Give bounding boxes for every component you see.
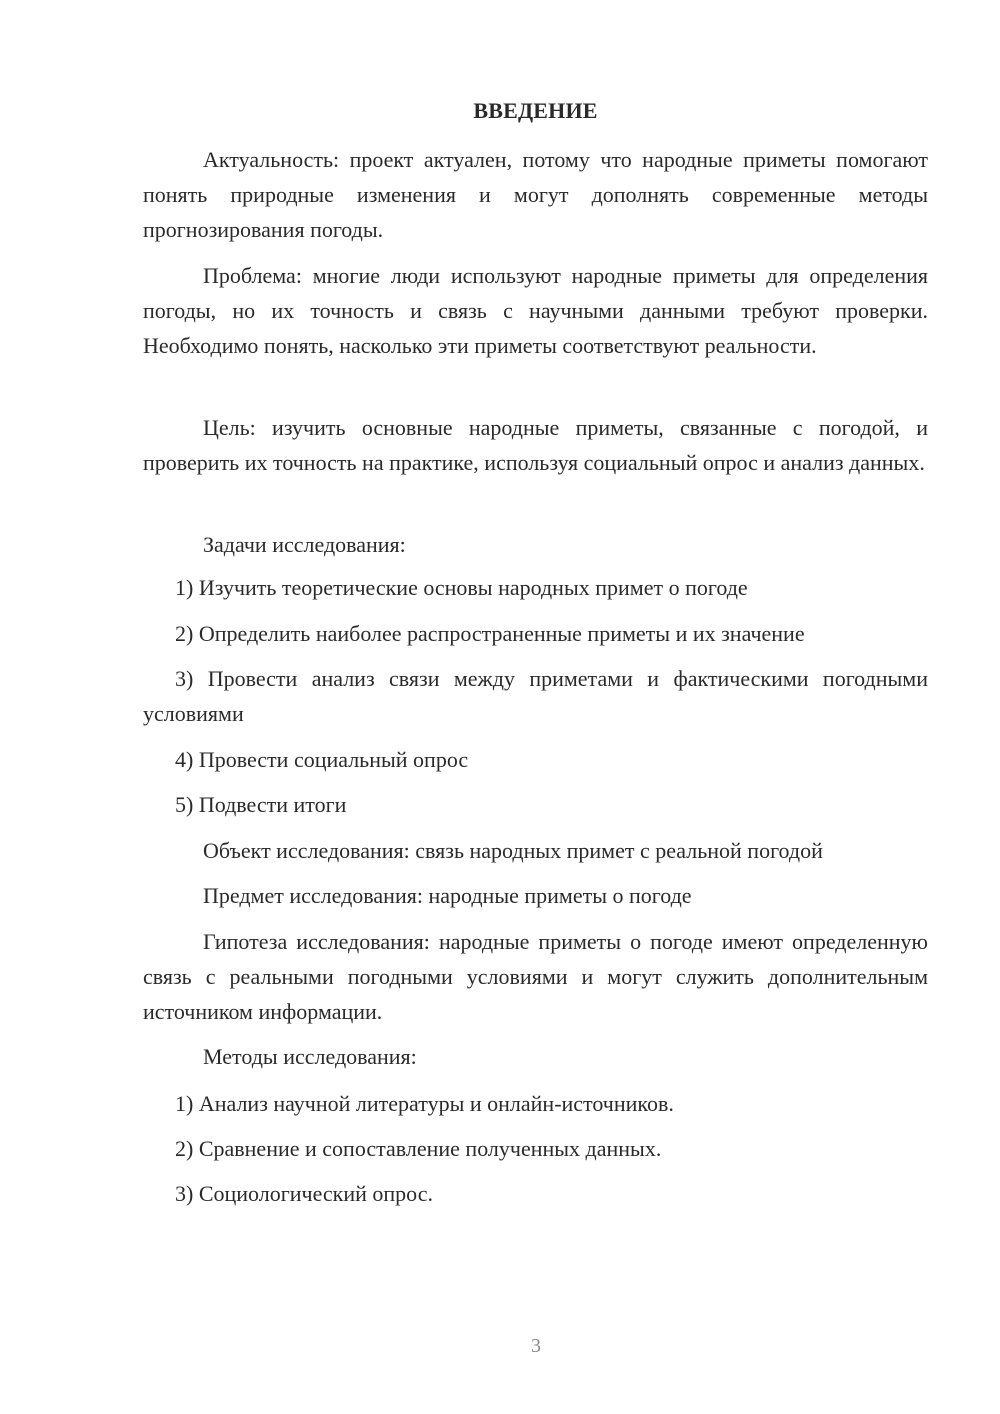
task-item: 3) Провести анализ связи между приметами и фактическими погодными условиями [143, 666, 928, 726]
section-heading: ВВЕДЕНИЕ [473, 98, 598, 123]
method-item: 3) Социологический опрос. [175, 1181, 433, 1206]
object-line: Объект исследования: связь народных примет с реальной погодой [203, 838, 823, 863]
page-number: 3 [531, 1335, 541, 1357]
goal-paragraph: Цель: изучить основные народные приметы, связанные с погодой, и проверить их точность на практике, используя социальный опрос и анализ данных. [143, 415, 928, 475]
method-item: 1) Анализ научной литературы и онлайн-источников. [175, 1091, 674, 1116]
methods-title: Методы исследования: [203, 1044, 417, 1069]
tasks-title: Задачи исследования: [203, 532, 406, 557]
problem-paragraph: Проблема: многие люди используют народные приметы для определения погоды, но их точность и связь с научными данными требуют проверки. Необходимо понять, насколько эти приметы соответствуют реальности. [143, 263, 928, 358]
subject-line: Предмет исследования: народные приметы о погоде [203, 883, 692, 908]
task-item: 2) Определить наиболее распространенные приметы и их значение [175, 621, 805, 646]
task-item: 4) Провести социальный опрос [175, 747, 469, 772]
task-item: 5) Подвести итоги [175, 792, 347, 817]
hypothesis-paragraph: Гипотеза исследования: народные приметы о погоде имеют определенную связь с реальными погодными условиями и могут служить дополнительным источником информации. [143, 929, 928, 1024]
task-item: 1) Изучить теоретические основы народных примет о погоде [175, 575, 748, 600]
relevance-paragraph: Актуальность: проект актуален, потому что народные приметы помогают понять природные изменения и могут дополнять современные методы прогнозирования погоды. [143, 147, 928, 242]
method-item: 2) Сравнение и сопоставление полученных данных. [175, 1136, 662, 1161]
